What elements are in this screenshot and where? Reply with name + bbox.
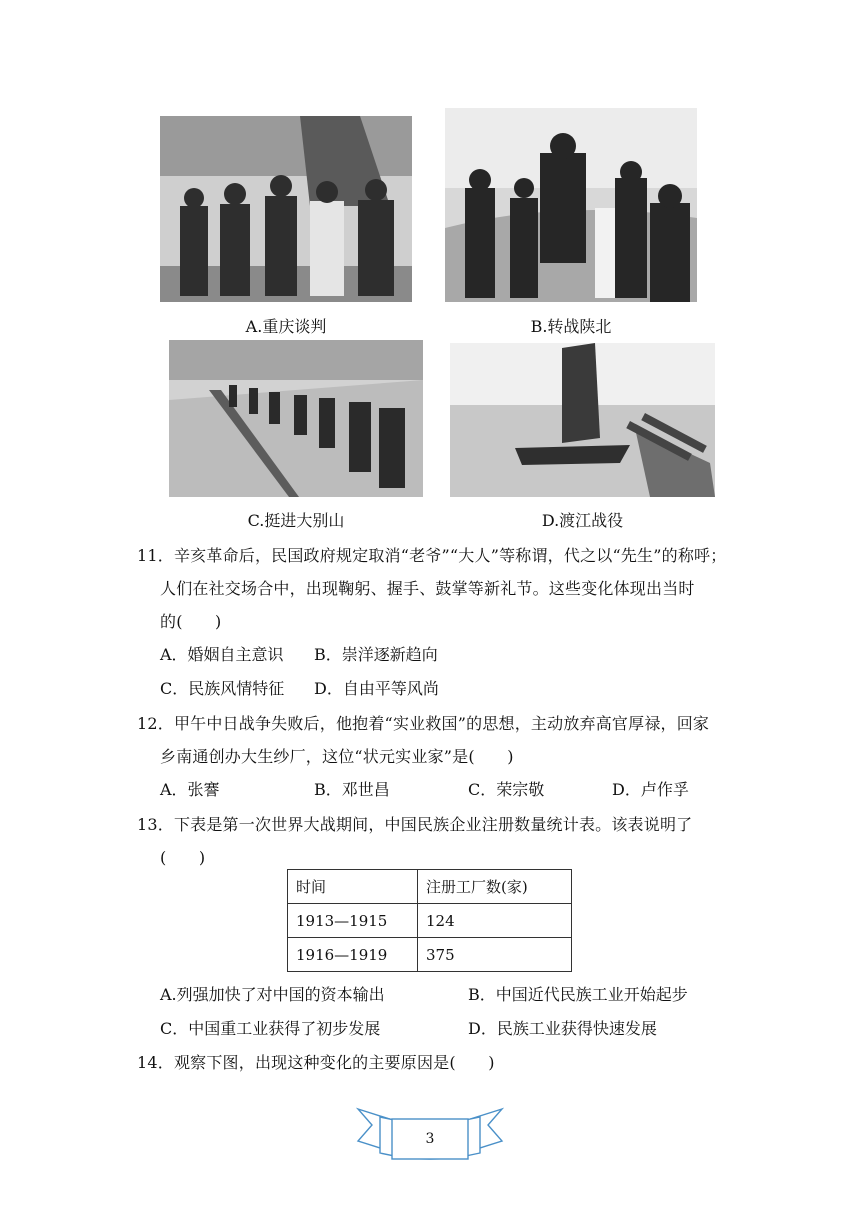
- q11-line-3: 的( ): [160, 612, 222, 631]
- q14-line-1: 14．观察下图，出现这种变化的主要原因是( ): [137, 1053, 495, 1072]
- q12-line-2: 乡南通创办大生纱厂，这位“状元实业家”是( ): [160, 747, 514, 766]
- q13-option-d: D．民族工业获得快速发展: [468, 1019, 657, 1038]
- q13-line-2: ( ): [160, 848, 206, 867]
- q12-option-c: C．荣宗敬: [468, 780, 545, 799]
- chongqing-negotiation-photo-icon: [160, 116, 412, 302]
- photo-d: [450, 343, 715, 497]
- yangtze-crossing-photo-icon: [450, 343, 715, 497]
- table-cell: 1916—1919: [288, 938, 418, 972]
- photo-a: [160, 116, 412, 302]
- q13-line-1: 13．下表是第一次世界大战期间，中国民族企业注册数量统计表。该表说明了: [137, 815, 693, 834]
- photo-d-caption: D.渡江战役: [541, 511, 624, 530]
- q11-option-b: B．崇洋逐新趋向: [314, 645, 438, 664]
- table-row: [288, 904, 572, 938]
- photo-a-caption: A.重庆谈判: [245, 317, 327, 336]
- enterprise-registration-table: [287, 869, 572, 972]
- table-cell: 124: [418, 904, 572, 938]
- dabie-mountain-photo-icon: [169, 340, 423, 497]
- photo-c-caption: C.挺进大别山: [247, 511, 345, 530]
- page-number: 3: [425, 1131, 435, 1147]
- q13-option-a: A.列强加快了对中国的资本输出: [160, 985, 385, 1004]
- table-header-cell: 时间: [288, 870, 418, 904]
- q11-option-d: D．自由平等风尚: [314, 679, 439, 698]
- table-header-cell: 注册工厂数(家): [418, 870, 572, 904]
- photo-c: [169, 340, 423, 497]
- q11-line-2: 人们在社交场合中，出现鞠躬、握手、鼓掌等新礼节。这些变化体现出当时: [160, 579, 695, 598]
- table-row: [288, 938, 572, 972]
- table-cell: 1913—1915: [288, 904, 418, 938]
- q13-option-b: B．中国近代民族工业开始起步: [468, 985, 688, 1004]
- q11-line-1: 11．辛亥革命后，民国政府规定取消“老爷”“大人”等称谓，代之以“先生”的称呼；: [137, 546, 727, 565]
- photo-b-caption: B.转战陕北: [530, 317, 612, 336]
- northern-shaanxi-photo-icon: [445, 108, 697, 302]
- q11-option-a: A．婚姻自主意识: [160, 645, 284, 664]
- q11-option-c: C．民族风情特征: [160, 679, 285, 698]
- q12-option-b: B．邓世昌: [314, 780, 390, 799]
- photo-b: [445, 108, 697, 302]
- q12-option-d: D．卢作孚: [612, 780, 689, 799]
- q13-option-c: C．中国重工业获得了初步发展: [160, 1019, 381, 1038]
- table-header-row: [288, 870, 572, 904]
- q12-option-a: A．张謇: [160, 780, 220, 799]
- table-cell: 375: [418, 938, 572, 972]
- q12-line-1: 12．甲午中日战争失败后，他抱着“实业救国”的思想，主动放弃高官厚禄，回家: [137, 714, 710, 733]
